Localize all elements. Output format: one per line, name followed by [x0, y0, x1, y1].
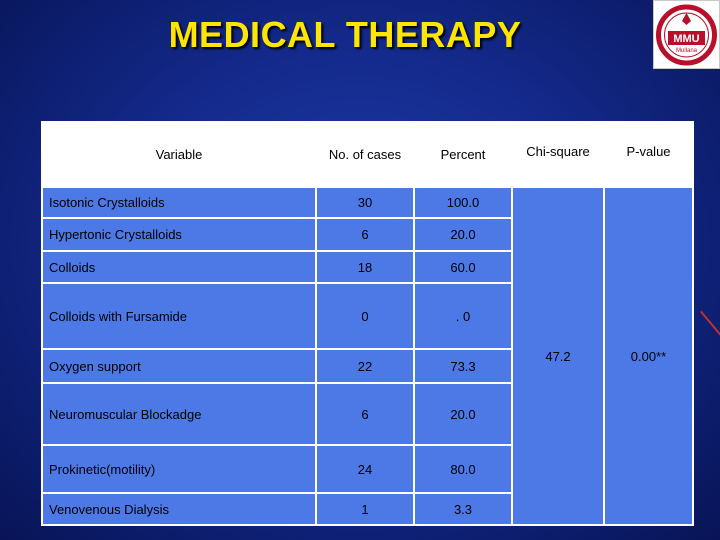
header-chi-square: Chi-square — [513, 123, 603, 186]
row-variable: Venovenous Dialysis — [43, 494, 315, 524]
p-value-value: 0.00** — [605, 188, 692, 524]
row-percent: . 0 — [415, 284, 511, 348]
header-variable: Variable — [43, 123, 315, 186]
row-variable: Colloids — [43, 252, 315, 282]
row-percent: 73.3 — [415, 350, 511, 382]
row-percent: 80.0 — [415, 446, 511, 492]
row-cases: 6 — [317, 384, 413, 444]
row-percent: 20.0 — [415, 219, 511, 250]
row-percent: 20.0 — [415, 384, 511, 444]
row-cases: 24 — [317, 446, 413, 492]
decorative-line — [700, 311, 720, 343]
slide-title: MEDICAL THERAPY — [168, 14, 522, 55]
row-variable: Neuromuscular Blockadge — [43, 384, 315, 444]
university-logo — [653, 0, 720, 69]
chi-square-value: 47.2 — [513, 188, 603, 524]
row-cases: 6 — [317, 219, 413, 250]
row-cases: 1 — [317, 494, 413, 524]
therapy-table — [41, 121, 694, 526]
row-cases: 0 — [317, 284, 413, 348]
row-percent: 60.0 — [415, 252, 511, 282]
header-cases: No. of cases — [317, 123, 413, 186]
row-cases: 30 — [317, 188, 413, 217]
header-percent: Percent — [415, 123, 511, 186]
row-variable: Colloids with Fursamide — [43, 284, 315, 348]
row-cases: 22 — [317, 350, 413, 382]
header-p-value: P-value — [605, 123, 692, 186]
logo-subtext: Mullana — [675, 48, 698, 54]
logo-emblem-icon — [654, 1, 719, 68]
logo-text: MMU — [673, 33, 700, 45]
row-variable: Prokinetic(motility) — [43, 446, 315, 492]
row-variable: Hypertonic Crystalloids — [43, 219, 315, 250]
row-variable: Oxygen support — [43, 350, 315, 382]
row-percent: 3.3 — [415, 494, 511, 524]
row-cases: 18 — [317, 252, 413, 282]
row-percent: 100.0 — [415, 188, 511, 217]
row-variable: Isotonic Crystalloids — [43, 188, 315, 217]
